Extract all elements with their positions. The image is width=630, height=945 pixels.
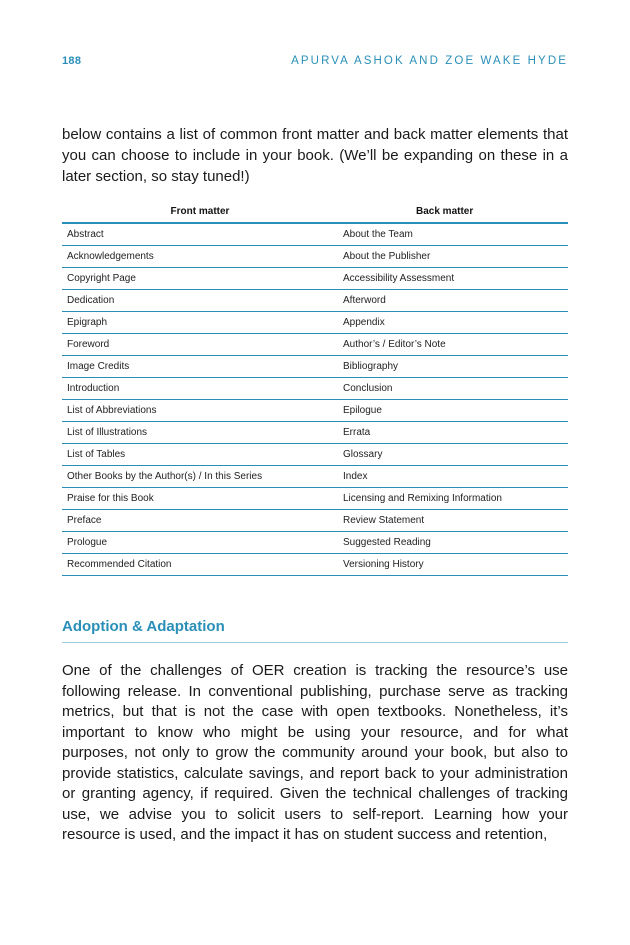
section-heading: Adoption & Adaptation <box>62 618 568 643</box>
front-matter-cell: Dedication <box>62 290 338 312</box>
table-row <box>62 246 568 268</box>
table-row <box>62 532 568 554</box>
back-matter-cell: Suggested Reading <box>338 532 568 554</box>
back-matter-cell: Review Statement <box>338 510 568 532</box>
front-matter-cell: List of Tables <box>62 444 338 466</box>
back-matter-cell: Appendix <box>338 312 568 334</box>
table-row <box>62 223 568 246</box>
back-matter-cell: Glossary <box>338 444 568 466</box>
front-matter-cell: List of Illustrations <box>62 422 338 444</box>
back-matter-cell: Bibliography <box>338 356 568 378</box>
front-matter-cell: Preface <box>62 510 338 532</box>
front-matter-cell: Prologue <box>62 532 338 554</box>
table-row <box>62 444 568 466</box>
back-matter-cell: About the Publisher <box>338 246 568 268</box>
back-matter-cell: Versioning History <box>338 554 568 576</box>
back-matter-cell: Licensing and Remixing Information <box>338 488 568 510</box>
table-row <box>62 488 568 510</box>
page-header <box>62 55 568 71</box>
table-row <box>62 400 568 422</box>
table-row <box>62 312 568 334</box>
front-matter-cell: Praise for this Book <box>62 488 338 510</box>
front-matter-cell: Recommended Citation <box>62 554 338 576</box>
column-header-front-matter: Front matter <box>62 200 338 223</box>
back-matter-cell: Conclusion <box>338 378 568 400</box>
table-row <box>62 356 568 378</box>
front-back-matter-table <box>62 200 568 576</box>
front-matter-cell: Foreword <box>62 334 338 356</box>
back-matter-cell: Index <box>338 466 568 488</box>
table-row <box>62 554 568 576</box>
running-head: APURVA ASHOK AND ZOE WAKE HYDE <box>291 55 568 67</box>
front-matter-cell: Abstract <box>62 223 338 246</box>
table-row <box>62 378 568 400</box>
front-matter-cell: Image Credits <box>62 356 338 378</box>
front-matter-cell: Epigraph <box>62 312 338 334</box>
back-matter-cell: About the Team <box>338 223 568 246</box>
back-matter-cell: Author’s / Editor’s Note <box>338 334 568 356</box>
body-paragraph: One of the challenges of OER creation is tracking the resource’s use following release. In conventional publishing, purchase serve as tracking metrics, but that is not the case with open textbooks. Nonetheless, it’s important to know who might be using your resource, and for what purposes, not only to grow the community around your book, but also to provide statistics, calculate savings, and report back to your administration or granting agency, if required. Given the technical challenges of tracking use, we advise you to solicit users to self-report. Learning how your resource is used, and the impact it has on student success and retention, <box>62 662 568 843</box>
back-matter-cell: Errata <box>338 422 568 444</box>
back-matter-cell: Epilogue <box>338 400 568 422</box>
page-number: 188 <box>62 55 82 67</box>
front-matter-cell: Copyright Page <box>62 268 338 290</box>
table-header-row <box>62 200 568 223</box>
table-row <box>62 466 568 488</box>
column-header-back-matter: Back matter <box>338 200 568 223</box>
back-matter-cell: Afterword <box>338 290 568 312</box>
table-row <box>62 334 568 356</box>
table-row <box>62 422 568 444</box>
front-matter-cell: List of Abbreviations <box>62 400 338 422</box>
table-row <box>62 268 568 290</box>
front-matter-cell: Other Books by the Author(s) / In this Series <box>62 466 338 488</box>
table-row <box>62 290 568 312</box>
front-matter-cell: Introduction <box>62 378 338 400</box>
front-matter-cell: Acknowledgements <box>62 246 338 268</box>
table-row <box>62 510 568 532</box>
intro-paragraph: below contains a list of common front matter and back matter elements that you can choose to include in your book. (We’ll be expanding on these in a later section, so stay tuned!) <box>62 126 568 185</box>
back-matter-cell: Accessibility Assessment <box>338 268 568 290</box>
